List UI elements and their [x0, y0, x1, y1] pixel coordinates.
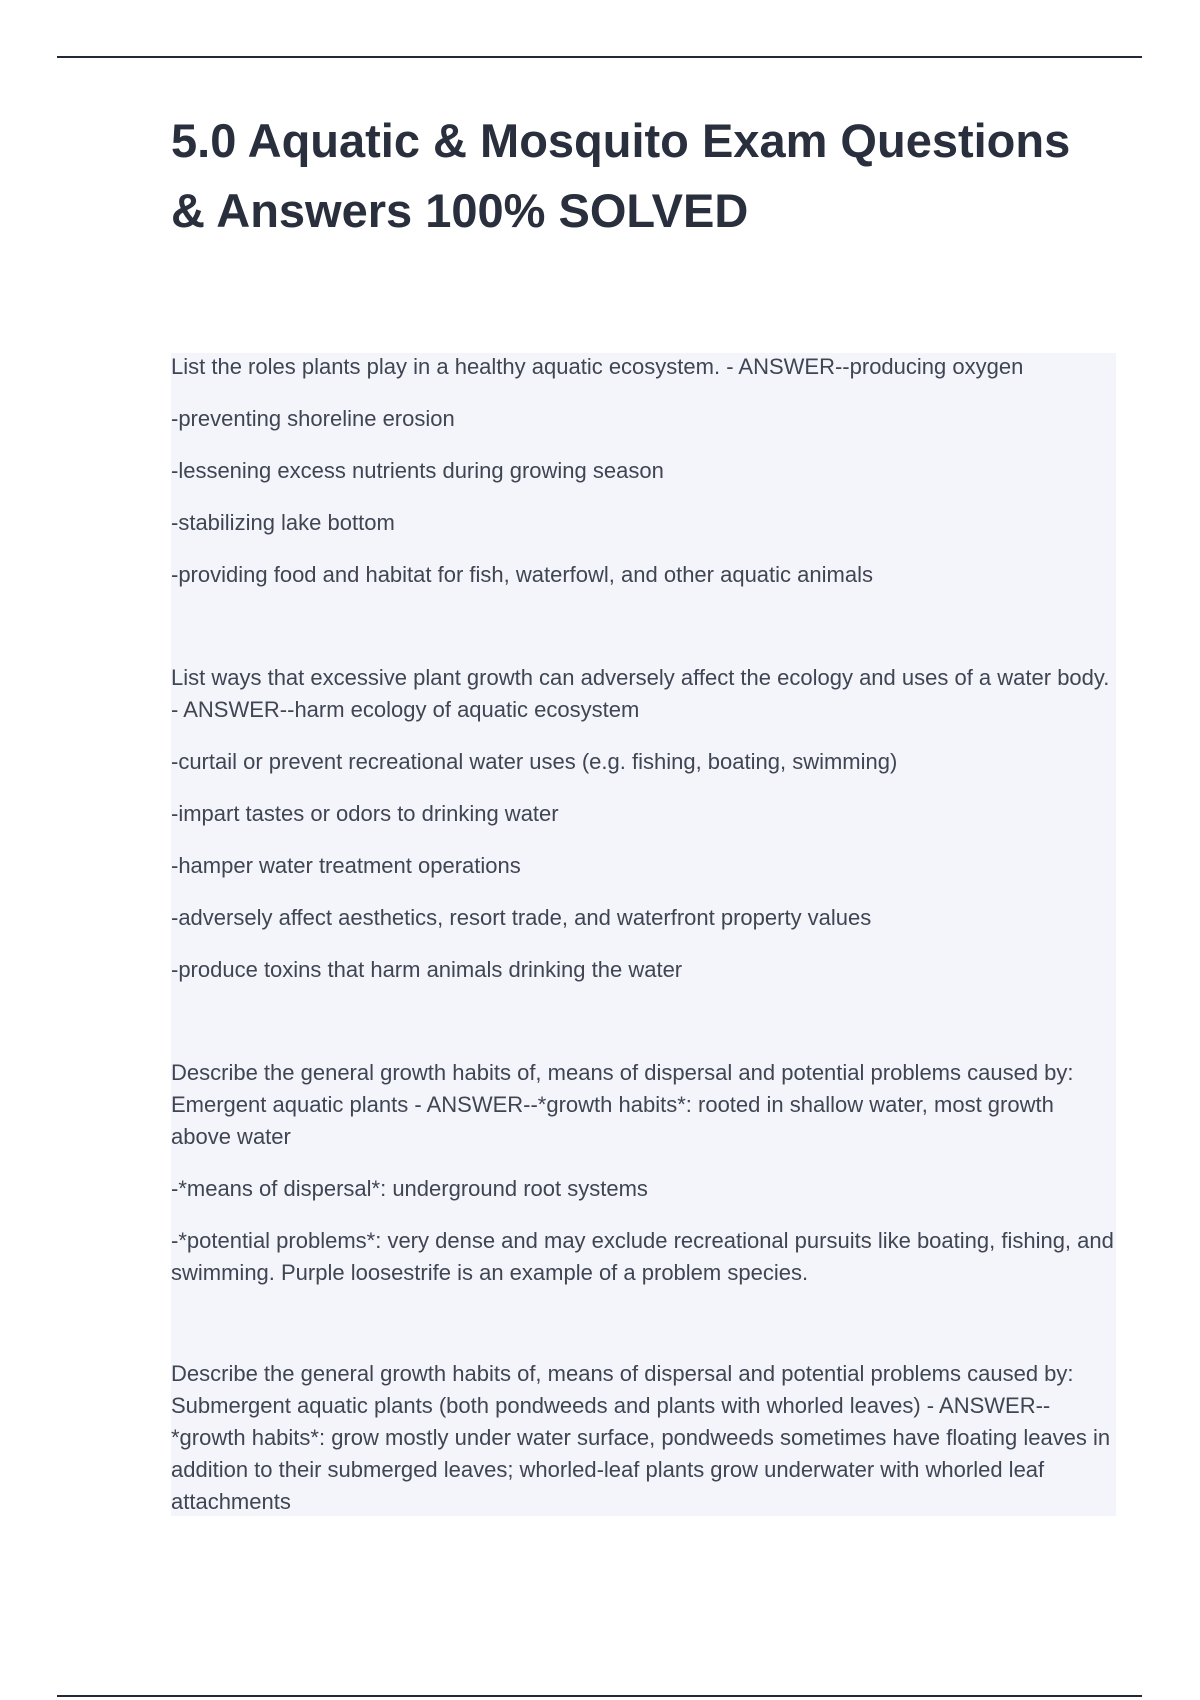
bottom-rule: [57, 1695, 1142, 1697]
answer-line: -*potential problems*: very dense and may exclude recreational pursuits like boating, fishing, and swimming. Purple loosestrife is an example of a problem species.: [171, 1228, 1114, 1285]
qa-item-1: [171, 351, 1116, 591]
question-1: List the roles plants play in a healthy aquatic ecosystem. - ANSWER--producing oxygen: [171, 354, 1024, 379]
answer-line: -lessening excess nutrients during growing season: [171, 458, 664, 483]
document-title: [171, 106, 1131, 246]
answer-line: -*means of dispersal*: underground root systems: [171, 1176, 648, 1201]
title-line-1: 5.0 Aquatic & Mosquito Exam Questions: [171, 114, 1071, 167]
qa-item-3: [171, 1057, 1116, 1289]
qa-item-4: [171, 1358, 1116, 1518]
answer-line: -preventing shoreline erosion: [171, 406, 455, 431]
question-2: List ways that excessive plant growth can adversely affect the ecology and uses of a water body. - ANSWER--harm ecology of aquatic ecosystem: [171, 665, 1110, 722]
question-4: Describe the general growth habits of, means of dispersal and potential problems caused by: Submergent aquatic plants (both pondweeds and plants with whorled leaves) - ANSWER--*growth habits*: grow mostly under water surface, pondweeds sometimes have floating leaves in addition to their submerged leaves; whorled-leaf plants grow underwater with whorled leaf attachments: [171, 1361, 1111, 1514]
answer-line: -produce toxins that harm animals drinking the water: [171, 957, 683, 982]
title-line-2: & Answers 100% SOLVED: [171, 184, 749, 237]
answer-line: -providing food and habitat for fish, waterfowl, and other aquatic animals: [171, 562, 873, 587]
answer-line: -adversely affect aesthetics, resort trade, and waterfront property values: [171, 905, 872, 930]
answer-line: -stabilizing lake bottom: [171, 510, 395, 535]
answer-line: -impart tastes or odors to drinking water: [171, 801, 559, 826]
qa-item-2: [171, 662, 1116, 986]
top-rule: [57, 56, 1142, 58]
answer-line: -curtail or prevent recreational water uses (e.g. fishing, boating, swimming): [171, 749, 898, 774]
answer-line: -hamper water treatment operations: [171, 853, 521, 878]
question-3: Describe the general growth habits of, means of dispersal and potential problems caused by: Emergent aquatic plants - ANSWER--*growth habits*: rooted in shallow water, most growth above water: [171, 1060, 1074, 1149]
